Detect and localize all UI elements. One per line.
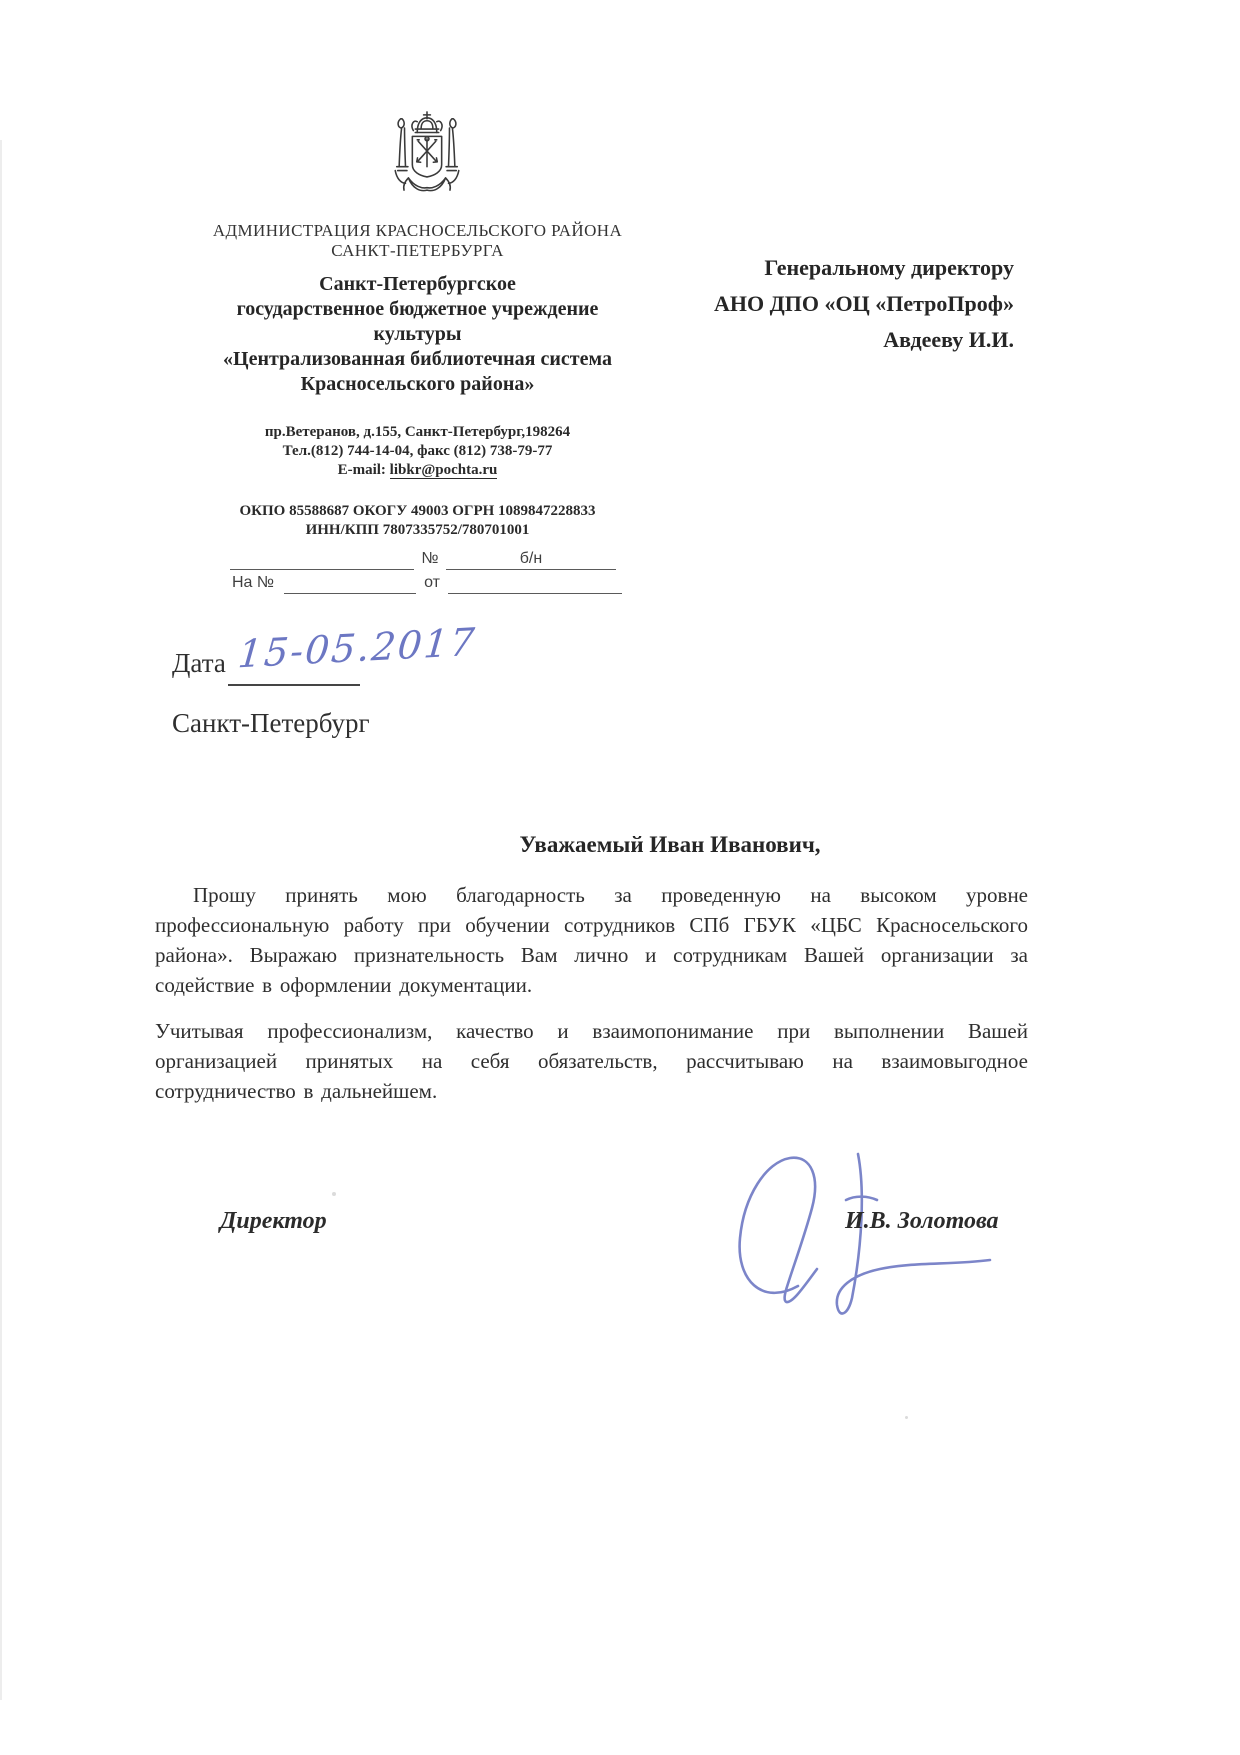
addressee-name: Авдееву И.И. [883, 327, 1014, 352]
handwritten-date: 15-05.2017 [236, 619, 479, 677]
letterhead-admin-line-1: АДМИНИСТРАЦИЯ КРАСНОСЕЛЬСКОГО РАЙОНА [212, 221, 623, 240]
scan-speck [332, 1192, 336, 1196]
org-name-block [95, 272, 740, 397]
scan-edge-artifact [0, 140, 2, 1700]
signature-name: И.В. Золотова [845, 1208, 999, 1234]
ref-number-label: № [421, 550, 439, 567]
ref-number-row [230, 550, 616, 570]
body-paragraph-2: Учитывая профессионализм, качество и взаимопонимание при выполнении Вашей организацией принятых на себя обязательств, рассчитываю на взаимовыгодное сотрудничество в дальнейшем. [155, 1019, 1028, 1103]
salutation: Уважаемый Иван Иванович, [519, 832, 821, 857]
addressee-position: Генеральному директору [764, 255, 1014, 280]
spb-coat-of-arms-icon [384, 110, 470, 196]
signature-title: Директор [220, 1208, 327, 1234]
address-line: пр.Ветеранов, д.155, Санкт-Петербург,198264 [264, 424, 571, 440]
ref-from-label: от [424, 574, 440, 591]
email-line [95, 461, 740, 480]
ref-number-value: б/н [446, 550, 616, 570]
addressee-block [714, 250, 1014, 358]
org-name-line: государственное бюджетное учреждение [236, 298, 599, 320]
letterhead-codes [95, 502, 740, 540]
ref-blank-line [230, 550, 414, 570]
city-label: Санкт-Петербург [172, 708, 370, 738]
org-name-line: Санкт-Петербургское [319, 273, 516, 295]
body-paragraph-1: Прошу принять мою благодарность за проведенную на высоком уровне профессиональную работу при обучении сотрудников СПб ГБУК «ЦБС Красносельского района». Выражаю признательность Вам лично и сотрудникам Вашей организации за содействие в оформлении документации. [155, 883, 1028, 997]
ref-on-number-row [232, 574, 622, 594]
ref-blank-line [448, 574, 622, 594]
codes-line-2: ИНН/КПП 7807335752/780701001 [305, 522, 530, 538]
letterhead-contacts [95, 423, 740, 480]
ref-blank-line [284, 574, 416, 594]
phone-line: Тел.(812) 744-14-04, факс (812) 738-79-77 [282, 443, 553, 459]
org-name-line: «Централизованная библиотечная система [223, 348, 612, 370]
org-name-line: культуры [373, 323, 462, 345]
ref-on-number-label: На № [232, 574, 275, 591]
email-label: E-mail: [337, 462, 386, 478]
letterhead-admin-line-2: САНКТ-ПЕТЕРБУРГА [331, 241, 504, 260]
date-label: Дата [172, 648, 226, 678]
codes-line-1: ОКПО 85588687 ОКОГУ 49003 ОГРН 1089847228833 [239, 503, 596, 519]
email-address: libkr@pochta.ru [389, 462, 498, 478]
org-name-line: Красносельского района» [300, 373, 535, 395]
addressee-organization: АНО ДПО «ОЦ «ПетроПроф» [714, 291, 1014, 316]
scan-speck [905, 1416, 908, 1419]
